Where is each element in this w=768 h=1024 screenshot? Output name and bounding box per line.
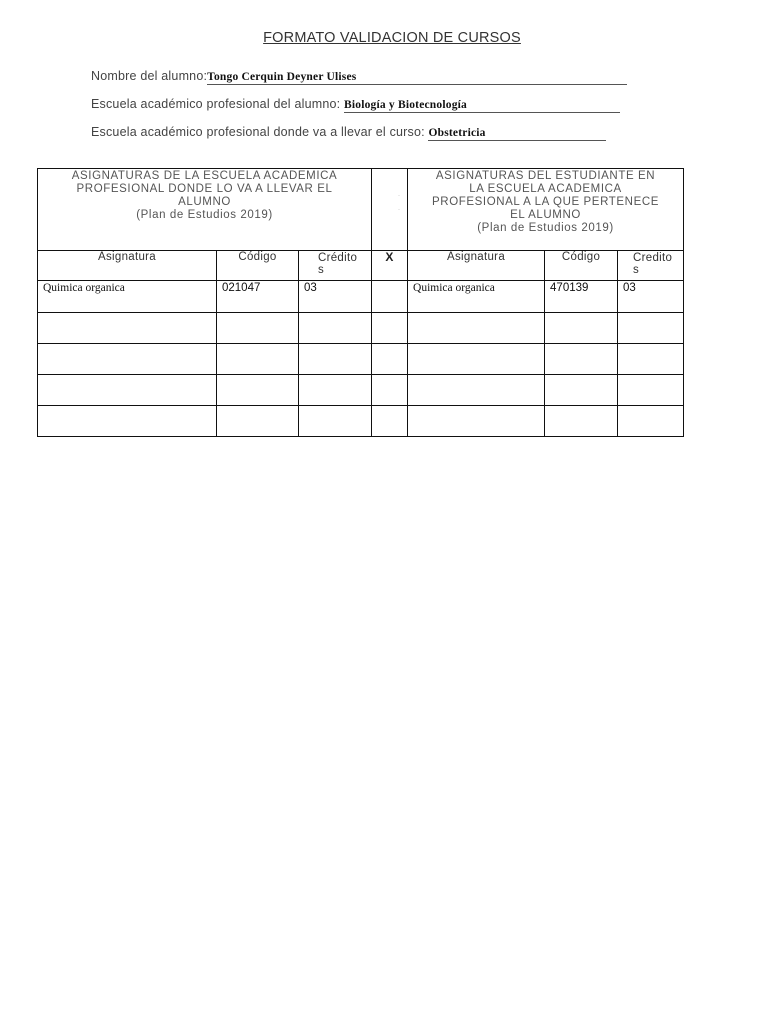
left-header-line-3: ALUMNO [178,196,231,208]
right-header-line-3: PROFESIONAL A LA QUE PERTENECE [432,196,660,208]
col-right-credits-line-1: Credito [633,252,673,264]
empty-cell [299,313,372,344]
right-header-line-1: ASIGNATURAS DEL ESTUDIANTE EN [435,170,656,182]
empty-cell [618,406,684,437]
empty-cell [299,344,372,375]
student-name-value: Tongo Cerquin Deyner Ulises [207,71,627,85]
empty-cell [217,406,299,437]
empty-cell [618,313,684,344]
table-row-empty [38,406,684,437]
empty-cell [38,375,217,406]
table-row-empty [38,344,684,375]
student-name-label: Nombre del alumno: [91,69,208,83]
target-school-value: Obstetricia [428,127,606,141]
student-name-field [91,69,627,85]
student-school-label: Escuela académico profesional del alumno: [91,97,344,111]
right-header-line-4: EL ALUMNO [510,209,581,221]
empty-cell [217,313,299,344]
col-right-subject: Asignatura [408,251,545,281]
empty-cell [372,313,408,344]
right-header-line-2: LA ESCUELA ACADEMICA [469,183,622,195]
empty-cell [38,406,217,437]
col-left-credits-line-2: s [318,264,325,276]
row-left-credits: 03 [299,281,372,313]
empty-cell [408,344,545,375]
empty-cell [545,375,618,406]
col-mark: X [372,251,408,281]
student-school-field [91,97,620,113]
col-right-code: Código [545,251,618,281]
student-school-value: Biología y Biotecnología [344,99,620,113]
decorative-dots: · · [398,193,401,213]
empty-cell [299,406,372,437]
empty-cell [299,375,372,406]
row-right-credits: 03 [618,281,684,313]
empty-cell [408,313,545,344]
empty-cell [372,344,408,375]
right-header-line-5: (Plan de Estudios 2019) [477,222,614,234]
empty-cell [545,344,618,375]
table-row-empty [38,313,684,344]
target-school-field [91,125,606,141]
empty-cell [408,406,545,437]
col-left-code: Código [217,251,299,281]
empty-cell [217,375,299,406]
mark-group-header [372,169,408,251]
table-row-empty [38,375,684,406]
empty-cell [408,375,545,406]
document-title: FORMATO VALIDACION DE CURSOS [263,30,521,46]
right-group-header [408,169,684,251]
row-right-subject: Quimica organica [408,281,545,313]
col-left-credits [299,251,372,281]
col-left-subject: Asignatura [38,251,217,281]
left-header-line-2: PROFESIONAL DONDE LO VA A LLEVAR EL [76,183,333,195]
left-header-line-4: (Plan de Estudios 2019) [136,209,273,221]
target-school-label: Escuela académico profesional donde va a llevar el curso: [91,125,429,139]
row-left-subject: Quimica organica [38,281,217,313]
empty-cell [618,344,684,375]
empty-cell [372,375,408,406]
table-row [38,281,684,313]
left-group-header [38,169,372,251]
row-left-code: 021047 [217,281,299,313]
empty-cell [545,313,618,344]
empty-cell [38,344,217,375]
empty-cell [217,344,299,375]
empty-cell [545,406,618,437]
row-right-code: 470139 [545,281,618,313]
left-header-line-1: ASIGNATURAS DE LA ESCUELA ACADEMICA [71,170,338,182]
col-right-credits [618,251,684,281]
empty-cell [618,375,684,406]
empty-cell [372,406,408,437]
col-right-credits-line-2: s [633,264,640,276]
col-left-credits-line-1: Crédito [318,252,358,264]
row-mark [372,281,408,313]
validation-table [37,168,684,437]
empty-cell [38,313,217,344]
